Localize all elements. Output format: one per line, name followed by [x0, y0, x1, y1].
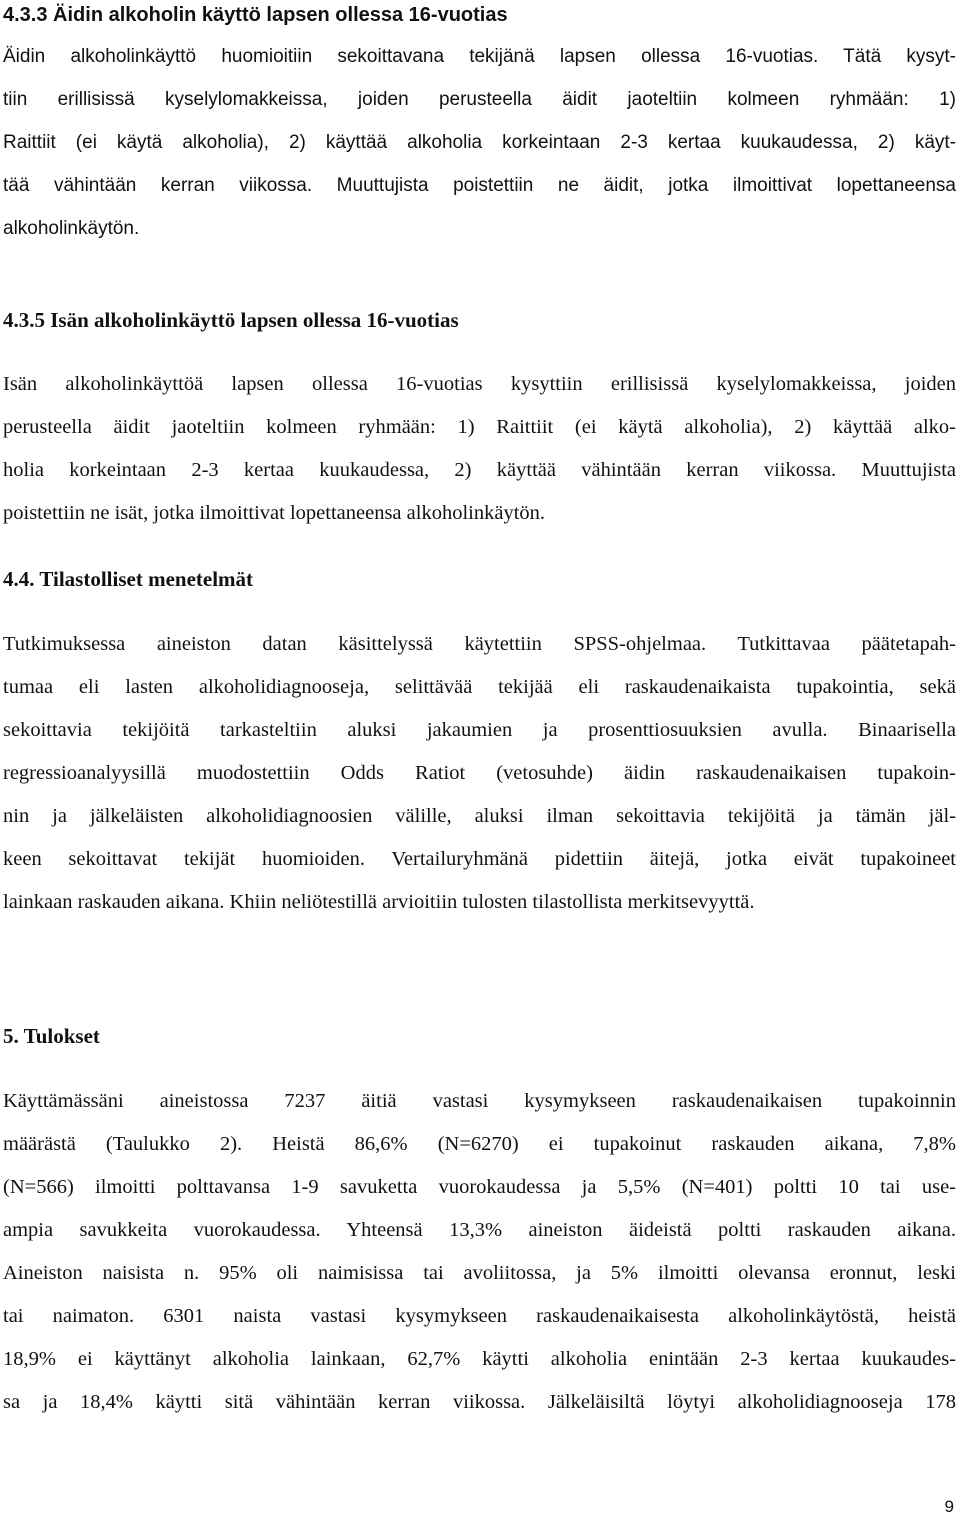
- paragraph-results: [3, 1080, 956, 1424]
- paragraph-mother-alcohol: [3, 35, 956, 250]
- text-line: alkoholinkäytön.: [3, 218, 140, 239]
- text-line: keen sekoittavat tekijät huomioiden. Vertailuryhmänä pidettiin äitejä, jotka eivät tupakoineet: [3, 848, 956, 870]
- text-line: tumaa eli lasten alkoholidiagnooseja, selittävää tekijää eli raskaudenaikaista tupakointia, sekä: [3, 676, 956, 698]
- text-line: sa ja 18,4% käytti sitä vähintään kerran viikossa. Jälkeläisiltä löytyi alkoholidiagnooseja 178: [3, 1391, 956, 1413]
- paragraph-statistics: [3, 623, 956, 924]
- text-line: nin ja jälkeläisten alkoholidiagnoosien välille, aluksi ilman sekoittavia tekijöitä ja tämän jäl-: [3, 805, 956, 827]
- text-line: regressioanalyysillä muodostettiin Odds Ratiot (vetosuhde) äidin raskaudenaikaisen tupakoin-: [3, 762, 956, 784]
- text-line: sekoittavia tekijöitä tarkasteltiin aluksi jakaumien ja prosenttiosuuksien avulla. Binaarisella: [3, 719, 956, 741]
- text-line: tai naimaton. 6301 naista vastasi kysymykseen raskaudenaikaisesta alkoholinkäytöstä, heistä: [3, 1305, 956, 1327]
- page-number: 9: [944, 1497, 954, 1516]
- text-line: Raittiit (ei käytä alkoholia), 2) käyttää alkoholia korkeintaan 2-3 kertaa kuukaudessa, 2) käyt-: [3, 132, 956, 153]
- text-line: Äidin alkoholinkäyttö huomioitiin sekoittavana tekijänä lapsen ollessa 16-vuotias. Tätä kysyt-: [3, 46, 956, 67]
- paragraph-father-alcohol: [3, 363, 956, 535]
- section-heading-results: 5. Tulokset: [3, 1024, 100, 1048]
- section-heading-statistics: 4.4. Tilastolliset menetelmät: [3, 567, 254, 591]
- text-line: poistettiin ne isät, jotka ilmoittivat lopettaneensa alkoholinkäytön.: [3, 502, 546, 524]
- text-line: Käyttämässäni aineistossa 7237 äitiä vastasi kysymykseen raskaudenaikaisen tupakoinnin: [3, 1090, 956, 1112]
- text-line: tiin erillisissä kyselylomakkeissa, joiden perusteella äidit jaoteltiin kolmeen ryhmään: 1): [3, 89, 956, 110]
- section-heading-father-alcohol: 4.3.5 Isän alkoholinkäyttö lapsen ollessa 16-vuotias: [3, 308, 459, 332]
- text-line: Isän alkoholinkäyttöä lapsen ollessa 16-vuotias kysyttiin erillisissä kyselylomakkeissa, joiden: [3, 373, 956, 395]
- text-line: ampia savukkeita vuorokaudessa. Yhteensä 13,3% aineiston äideistä poltti raskauden aikana.: [3, 1219, 956, 1241]
- text-line: (N=566) ilmoitti polttavansa 1-9 savuketta vuorokaudessa ja 5,5% (N=401) poltti 10 tai use-: [3, 1176, 956, 1198]
- text-line: 18,9% ei käyttänyt alkoholia lainkaan, 62,7% käytti alkoholia enintään 2-3 kertaa kuukaudes-: [3, 1348, 956, 1370]
- text-line: määrästä (Taulukko 2). Heistä 86,6% (N=6270) ei tupakoinut raskauden aikana, 7,8%: [3, 1133, 956, 1155]
- text-line: holia korkeintaan 2-3 kertaa kuukaudessa, 2) käyttää vähintään kerran viikossa. Muuttujista: [3, 459, 956, 481]
- text-line: Aineiston naisista n. 95% oli naimisissa tai avoliitossa, ja 5% ilmoitti olevansa eronnut, leski: [3, 1262, 956, 1284]
- text-line: tää vähintään kerran viikossa. Muuttujista poistettiin ne äidit, jotka ilmoittivat lopettaneensa: [3, 175, 956, 196]
- text-line: lainkaan raskauden aikana. Khiin neliötestillä arvioitiin tulosten tilastollista merkitsevyyttä.: [3, 891, 755, 913]
- text-line: Tutkimuksessa aineiston datan käsittelyssä käytettiin SPSS-ohjelmaa. Tutkittavaa päätetapah-: [3, 633, 956, 655]
- text-line: perusteella äidit jaoteltiin kolmeen ryhmään: 1) Raittiit (ei käytä alkoholia), 2) käyttää alko-: [3, 416, 956, 438]
- section-heading-mother-alcohol: 4.3.3 Äidin alkoholin käyttö lapsen ollessa 16-vuotias: [3, 4, 508, 26]
